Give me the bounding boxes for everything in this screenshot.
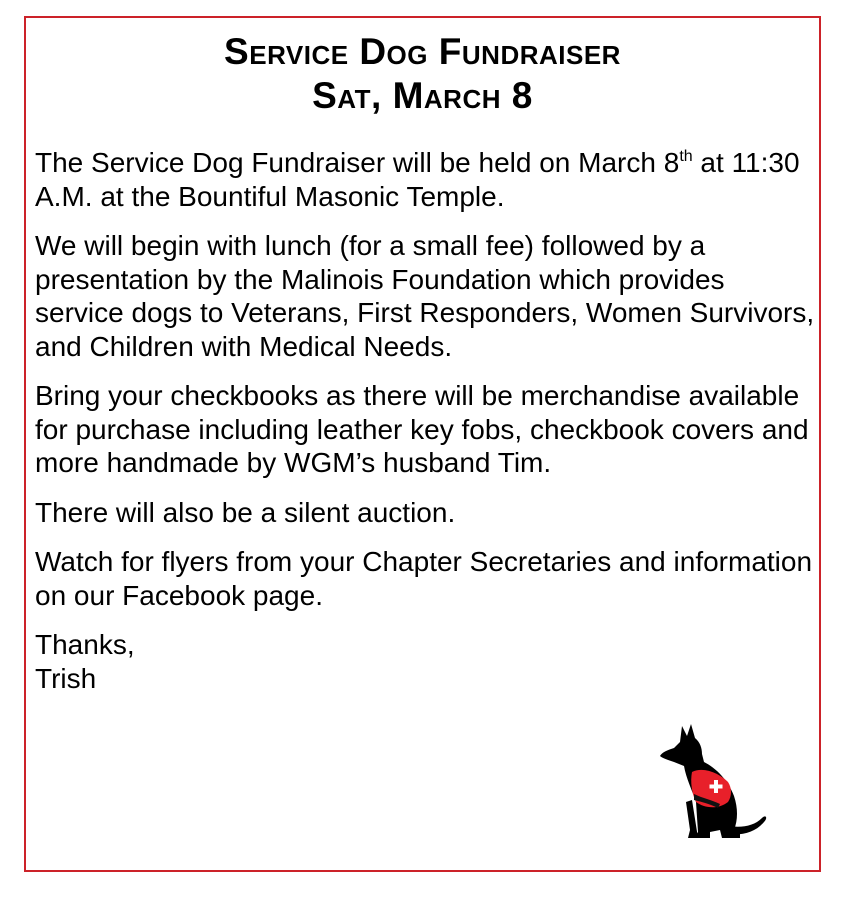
dog-front-legs [686, 800, 698, 838]
signoff-thanks: Thanks, [35, 629, 135, 660]
flyer-body [35, 146, 815, 711]
signoff [35, 628, 815, 695]
title-line-1: Service Dog Fundraiser [224, 31, 621, 72]
flyer-frame [24, 16, 821, 872]
paragraph-flyers: Watch for flyers from your Chapter Secretaries and information on our Facebook page. [35, 546, 813, 611]
ordinal-suffix: th [679, 148, 693, 165]
paragraph-merchandise: Bring your checkbooks as there will be merchandise available for purchase including leather key fobs, checkbook covers and more handmade by WGM’s husband Tim. [35, 380, 809, 478]
paragraph-lunch: We will begin with lunch (for a small fee) followed by a presentation by the Malinois Foundation which provides service dogs to Veterans, First Responders, Women Survivors, and Children with Medical Needs. [35, 230, 815, 362]
event-details-text: The Service Dog Fundraiser will be held on March 8 [35, 147, 680, 178]
paragraph-auction: There will also be a silent auction. [35, 496, 456, 528]
signoff-name: Trish [35, 662, 97, 694]
flyer-title [26, 30, 819, 118]
title-line-2: Sat, March 8 [312, 75, 533, 116]
event-details-location: at 11:30 A.M. at the Bountiful Masonic Temple. [35, 147, 800, 212]
vest-cross-horizontal [710, 785, 723, 789]
paragraph-event-details [35, 146, 815, 213]
service-dog-icon [658, 722, 768, 840]
